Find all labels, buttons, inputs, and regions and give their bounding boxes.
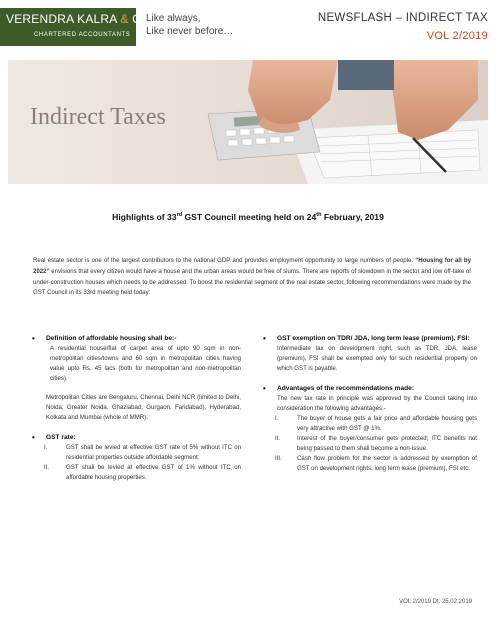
bullet-icon: •: [32, 334, 35, 343]
footer-volume-date: VOL 2/2019 Dt. 25.02.2019: [399, 599, 472, 605]
list-item: II. Interest of the buyer/consumer gets protected; ITC benefits not being passed to them shall become a non-issue.: [275, 435, 477, 452]
list-item: I. GST shall be levied at effective GST rate of 5% without ITC on residential properties outside affordable segment;: [44, 444, 241, 461]
right-column: [263, 333, 477, 474]
left-column: [32, 333, 241, 483]
firm-name: VERENDRA KALRA & CO: [6, 12, 151, 26]
advantages-intro: The new tax rate in principle was approved by the Council taking into consideration the following advantages:-: [277, 395, 477, 412]
firm-logo: [0, 8, 151, 46]
intro-highlight: “Housing for all by 2022”: [33, 257, 471, 275]
list-item: I. The buyer of house gets a fair price and affordable housing gets very attractive with GST @ 1%.: [275, 415, 477, 432]
bullet-icon: •: [32, 433, 35, 442]
bullet-icon: •: [263, 384, 266, 393]
gst-exemption-text: Intermediate tax on development right, such as TDR, JDA, lease (premium), FSI shall be exempted only for such residential property on which GST is payable.: [277, 345, 477, 372]
metropolitan-cities-text: Metropolitan Cities are Bengaluru, Chennai, Delhi NCR (limited to Delhi, Noida, Greater Noida, Ghaziabad, Gurgaon, Faridabad), Hyderabad, Kolkata and Mumbai (whole of MMR).: [46, 394, 241, 421]
bullet-icon: •: [263, 334, 266, 343]
newsletter-volume: VOL 2/2019: [426, 30, 488, 42]
firm-tagline: Like always, Like never before…: [146, 13, 234, 37]
list-item: III. Cash flow problem for the sector is addressed by exemption of GST on development rights, long term lease (premium), FSI etc.: [275, 455, 477, 472]
list-item: II. GST shall be levied at effective GST of 1% without ITC on affordable housing properties.: [44, 464, 241, 481]
banner-heading: Indirect Taxes: [30, 104, 166, 130]
section-heading-advantages: • Advantages of the recommendations made:: [263, 384, 415, 393]
section-heading-gst-exemption: • GST exemption on TDR/ JDA, long term lease (premium), FSI:: [263, 334, 470, 343]
banner-image: [8, 60, 488, 184]
page-header: [0, 0, 496, 52]
firm-subtitle: CHARTERED ACCOUNTANTS: [34, 32, 131, 38]
affordable-housing-definition: A residential house/flat of carpet area of upto 90 sqm in non-metropolitan cities/towns and 60 sqm in metropolitan cities having value upto Rs. 45 lacs (both for metropolitan and non-metropolitan cities).: [50, 345, 241, 382]
section-heading-affordable-housing: • Definition of affordable housing shall be:-: [32, 334, 177, 343]
intro-paragraph: Real estate sector is one of the largest contributors to the national GDP and provides employment opportunity to large numbers of people. “Housing for all by 2022” envisions that every citizen would have a house and the urban areas would be free of slums. There are reports of slowdown in the sector and low off-take of under-construction houses which needs to be addressed. To boost the residential segment of the real estate sector, following recommendations were made by the GST Council in its 33rd meeting held today:: [33, 257, 471, 297]
article-title: Highlights of 33rd GST Council meeting held on 24th February, 2019: [112, 212, 384, 222]
newsletter-title: NEWSFLASH – INDIRECT TAX: [317, 12, 488, 24]
section-heading-gst-rate: • GST rate:: [32, 433, 76, 442]
